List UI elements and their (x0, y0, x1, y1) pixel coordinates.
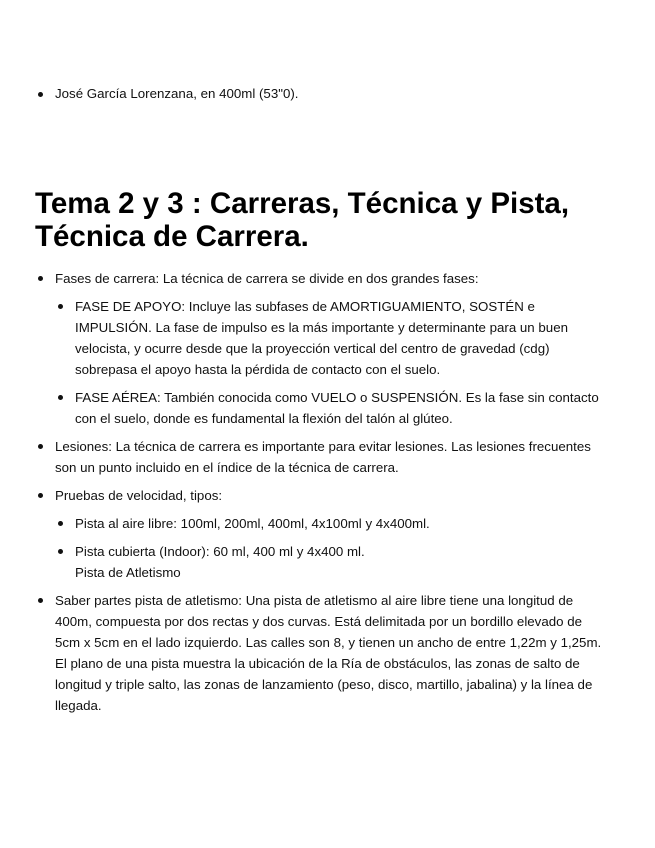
pista-text: Saber partes pista de atletismo: Una pista de atletismo al aire libre tiene una longitud de 400m, compuesta por dos rectas y dos curvas. Está delimitada por un bordillo elevado de 5cm x 5cm en el lado izquierdo. Las calles son 8, y tienen un ancho de entre 1,22m y 1,25m. El plano de una pista muestra la ubicación de la Ría de obstáculos, las zonas de salto de longitud y triple salto, las zonas de lanzamiento (peso, disco, martillo, jabalina) y la línea de llegada. (55, 593, 602, 713)
list-item-pruebas (55, 485, 605, 583)
list-item-pista (55, 590, 605, 716)
pruebas-sub-list (55, 513, 605, 583)
sub-item-fase-apoyo: FASE DE APOYO: Incluye las subfases de AMORTIGUAMIENTO, SOSTÉN e IMPULSIÓN. La fase de impulso es la más importante y determinante para un buen velocista, y ocurre desde que la proyección vertical del centro de gravedad (cdg) sobrepasa el apoyo hasta la pérdida de contacto con el suelo. (75, 296, 605, 380)
list-item-lesiones (55, 436, 605, 478)
list-item-record: José García Lorenzana, en 400ml (53"0). (55, 84, 615, 104)
sub-item-aire-libre: Pista al aire libre: 100ml, 200ml, 400ml, 4x100ml y 4x400ml. (75, 513, 605, 534)
fases-sub-list (55, 296, 605, 429)
main-bullet-list (55, 268, 605, 723)
pruebas-text: Pruebas de velocidad, tipos: (55, 488, 223, 503)
sub-item-fase-aerea: FASE AÉREA: También conocida como VUELO o SUSPENSIÓN. Es la fase sin contacto con el suelo, donde es fundamental la flexión del talón al glúteo. (75, 387, 605, 429)
section-heading: Tema 2 y 3 : Carreras, Técnica y Pista, Técnica de Carrera. (35, 187, 570, 253)
list-item-fases (55, 268, 605, 429)
sub-item-pista-cubierta (75, 541, 605, 583)
top-bullet-list (55, 84, 615, 104)
fases-text: Fases de carrera: La técnica de carrera se divide en dos grandes fases: (55, 271, 479, 286)
pista-cubierta-text: Pista cubierta (Indoor): 60 ml, 400 ml y 4x400 ml. (75, 544, 365, 559)
lesiones-text: Lesiones: La técnica de carrera es importante para evitar lesiones. Las lesiones frecuentes son un punto incluido en el índice de la técnica de carrera. (55, 439, 591, 475)
pista-atletismo-note: Pista de Atletismo (75, 565, 181, 580)
